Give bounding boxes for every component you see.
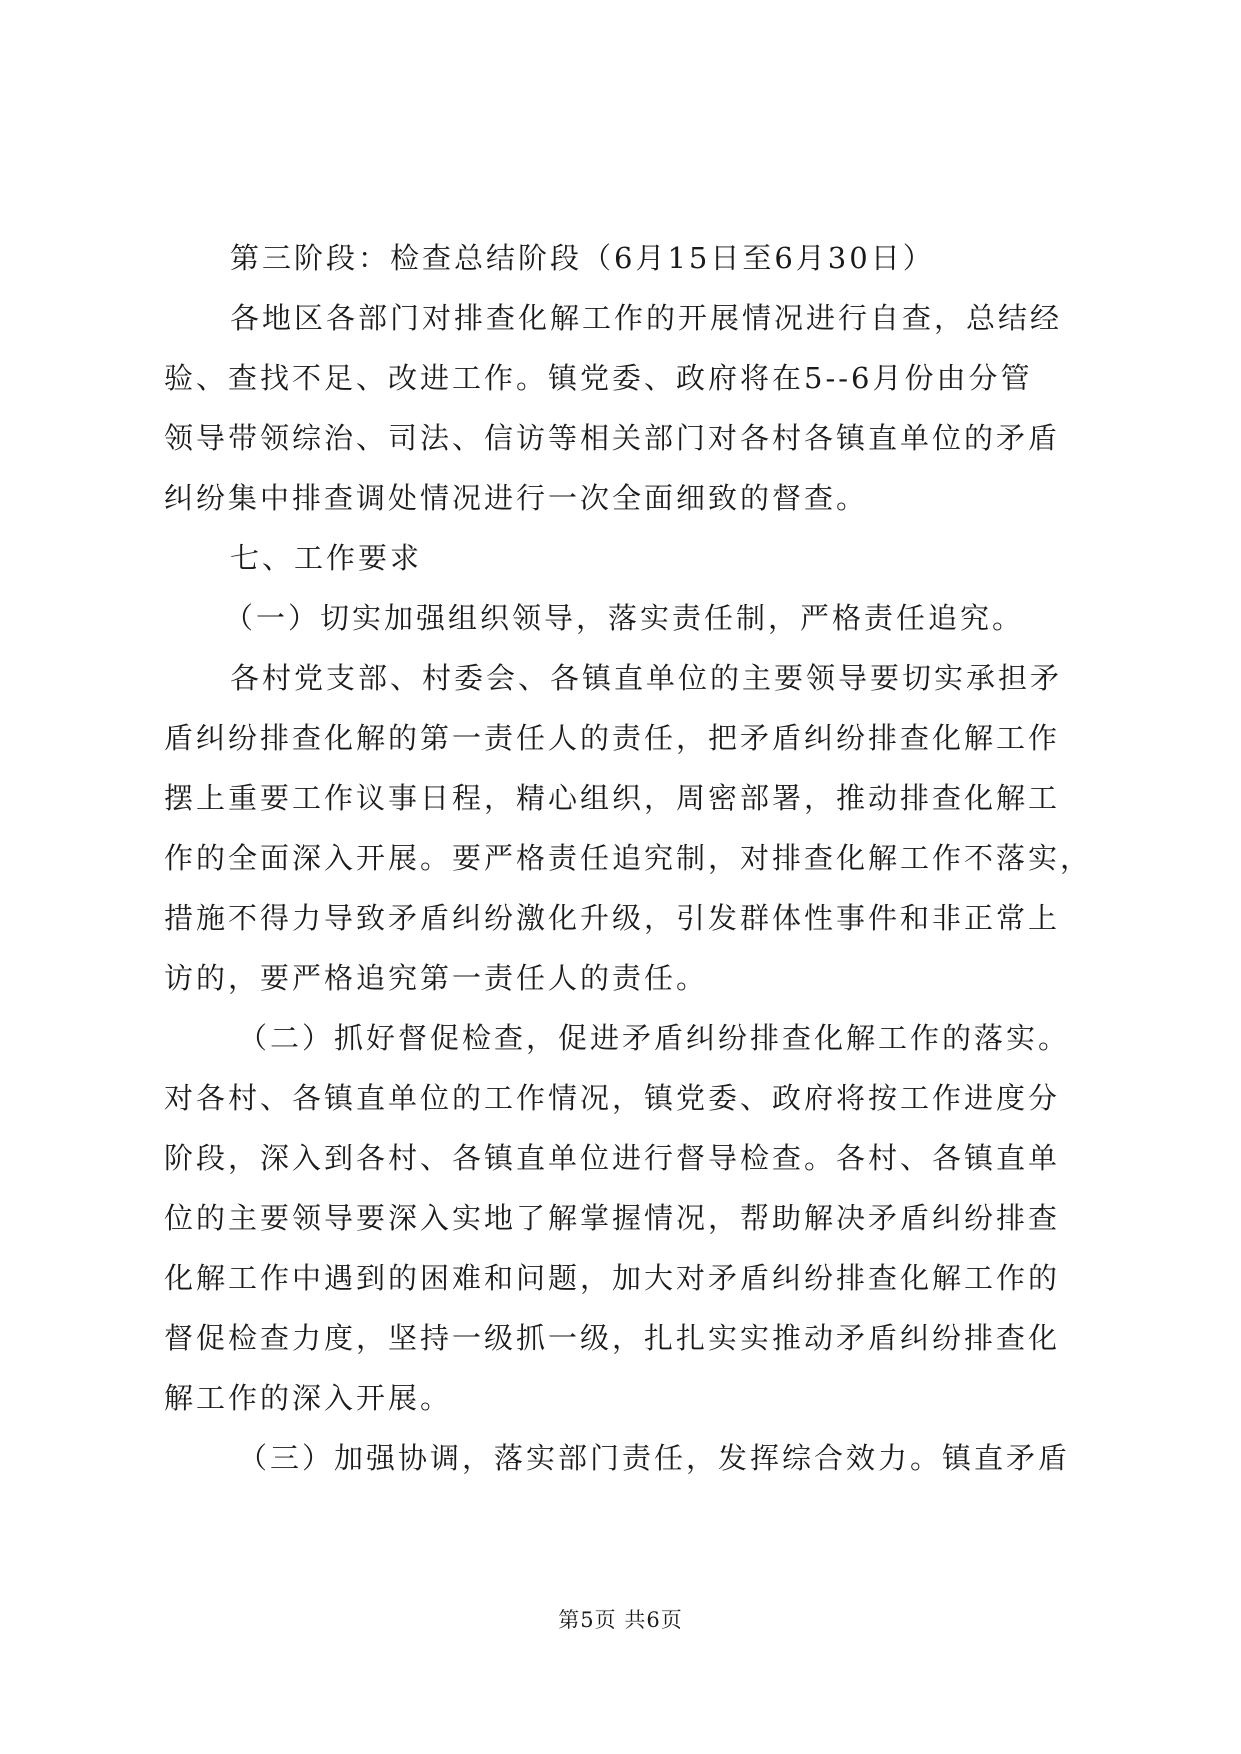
text-line: 位的主要领导要深入实地了解掌握情况，帮助解决矛盾纠纷排查 (164, 1201, 1061, 1235)
text-line: 对各村、各镇直单位的工作情况，镇党委、政府将按工作进度分 (164, 1081, 1061, 1115)
page-number: 第5页 共6页 (558, 1608, 683, 1632)
text-line: 验、查找不足、改进工作。镇党委、政府将在5--6月份由分管 (164, 361, 1033, 395)
text-line: 访的，要严格追究第一责任人的责任。 (164, 961, 709, 995)
text-line: 各村党支部、村委会、各镇直单位的主要领导要切实承担矛 (230, 661, 1063, 695)
text-line: 各地区各部门对排查化解工作的开展情况进行自查，总结经 (230, 301, 1063, 335)
section-heading: 七、工作要求 (230, 541, 423, 575)
text-line: 第三阶段：检查总结阶段（6月15日至6月30日） (230, 241, 935, 275)
text-line: 解工作的深入开展。 (164, 1381, 453, 1415)
text-line: 盾纠纷排查化解的第一责任人的责任，把矛盾纠纷排查化解工作 (164, 721, 1061, 755)
text-line: 措施不得力导致矛盾纠纷激化升级，引发群体性事件和非正常上 (164, 901, 1061, 935)
document-body (164, 228, 1093, 1488)
text-line: 摆上重要工作议事日程，精心组织，周密部署，推动排查化解工 (164, 781, 1061, 815)
text-line: 化解工作中遇到的困难和问题，加大对矛盾纠纷排查化解工作的 (164, 1261, 1061, 1295)
text-line: 阶段，深入到各村、各镇直单位进行督导检查。各村、各镇直单 (164, 1141, 1061, 1175)
subsection-heading: （一）切实加强组织领导，落实责任制，严格责任追究。 (224, 601, 1025, 635)
text-line: 纠纷集中排查调处情况进行一次全面细致的督查。 (164, 481, 869, 515)
text-line: 督促检查力度，坚持一级抓一级，扎扎实实推动矛盾纠纷排查化 (164, 1321, 1061, 1355)
subsection-heading: （三）加强协调，落实部门责任，发挥综合效力。镇直矛盾 (238, 1441, 1071, 1475)
text-line: 作的全面深入开展。要严格责任追究制，对排查化解工作不落实， (164, 841, 1093, 875)
subsection-heading: （二）抓好督促检查，促进矛盾纠纷排查化解工作的落实。 (238, 1021, 1071, 1055)
text-line: 领导带领综治、司法、信访等相关部门对各村各镇直单位的矛盾 (164, 421, 1061, 455)
